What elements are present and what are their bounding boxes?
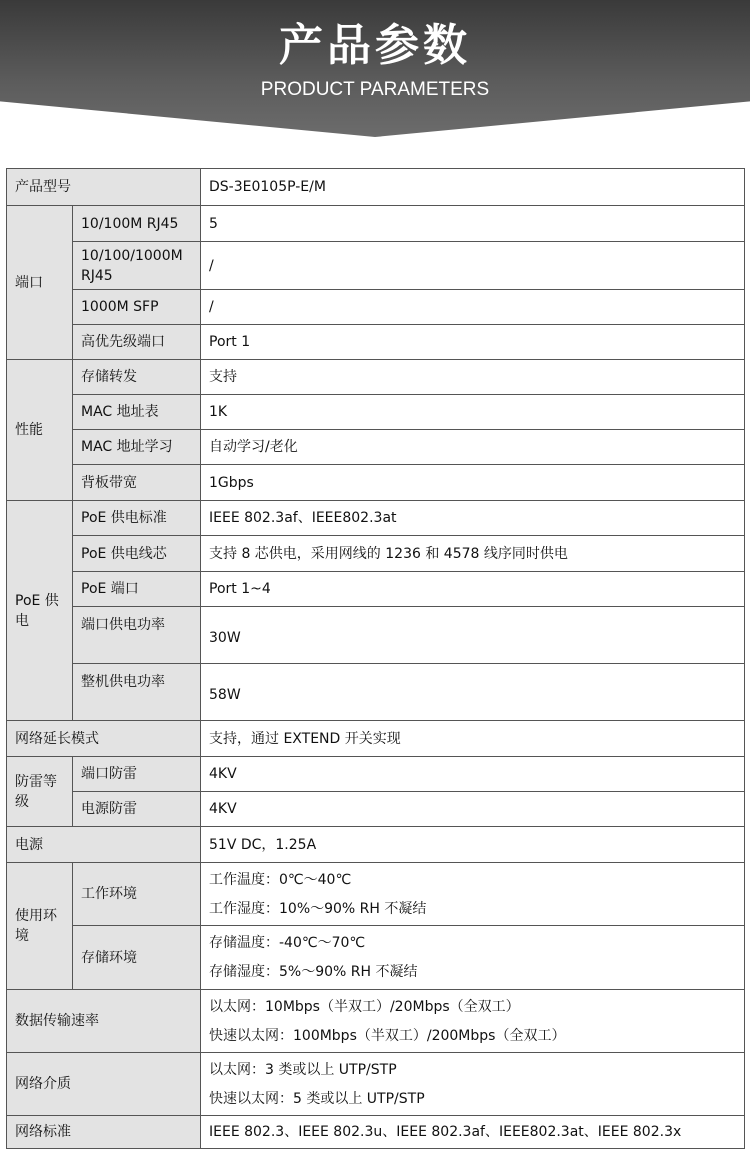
- row-value-working-env: [201, 863, 745, 926]
- row-label-standard: 网络标准: [7, 1116, 201, 1149]
- row-label: PoE 端口: [73, 572, 201, 607]
- table-row: [7, 1116, 745, 1149]
- table-row: [7, 325, 745, 360]
- table-row: [7, 572, 745, 607]
- row-label: 1000M SFP: [73, 290, 201, 325]
- row-value: 1Gbps: [201, 465, 745, 501]
- row-value-rate: [201, 990, 745, 1053]
- row-label: 电源防雷: [73, 792, 201, 827]
- row-label: 10/100/1000M RJ45: [73, 242, 201, 290]
- row-value: 1K: [201, 395, 745, 430]
- row-label-extend: 网络延长模式: [7, 721, 201, 757]
- row-value: 支持 8 芯供电，采用网线的 1236 和 4578 线序同时供电: [201, 536, 745, 572]
- table-row: [7, 242, 745, 290]
- table-row: [7, 290, 745, 325]
- page-title: 产品参数: [279, 20, 471, 71]
- row-label-storage-env: 存储环境: [73, 926, 201, 990]
- row-value: 4KV: [201, 792, 745, 827]
- media-line: 以太网：3 类或以上 UTP/STP: [209, 1061, 397, 1078]
- rate-line: 快速以太网：100Mbps（半双工）/200Mbps（全双工）: [209, 1027, 566, 1044]
- row-value-storage-env: [201, 926, 745, 990]
- group-label-poe: PoE 供电: [7, 501, 73, 721]
- media-line: 快速以太网：5 类或以上 UTP/STP: [209, 1090, 425, 1107]
- table-row: [7, 169, 745, 206]
- storage-temperature: 存储温度：-40℃～70℃: [209, 935, 366, 951]
- row-label: 整机供电功率: [73, 664, 201, 721]
- table-row: [7, 664, 745, 721]
- table-row: [7, 926, 745, 990]
- row-label: PoE 供电标准: [73, 501, 201, 536]
- table-row: [7, 395, 745, 430]
- row-label-model: 产品型号: [7, 169, 201, 206]
- row-label: 端口防雷: [73, 757, 201, 792]
- row-value: IEEE 802.3af、IEEE802.3at: [201, 501, 745, 536]
- row-value: 4KV: [201, 757, 745, 792]
- working-humidity: 工作湿度：10%～90% RH 不凝结: [209, 900, 427, 917]
- table-row: [7, 501, 745, 536]
- table-row: [7, 465, 745, 501]
- table-row: [7, 607, 745, 664]
- row-value-media: [201, 1053, 745, 1116]
- table-row: [7, 757, 745, 792]
- parameters-table: [6, 168, 745, 1149]
- row-value: /: [201, 242, 745, 290]
- table-row: [7, 792, 745, 827]
- row-value: /: [201, 290, 745, 325]
- table-row: [7, 206, 745, 242]
- working-temperature: 工作温度：0℃～40℃: [209, 871, 352, 888]
- table-row: [7, 863, 745, 926]
- row-value: 30W: [201, 607, 745, 664]
- row-value: Port 1~4: [201, 572, 745, 607]
- table-row: [7, 827, 745, 863]
- row-label: MAC 地址表: [73, 395, 201, 430]
- row-value: 自动学习/老化: [201, 430, 745, 465]
- row-value-extend: 支持，通过 EXTEND 开关实现: [201, 721, 745, 757]
- row-label: MAC 地址学习: [73, 430, 201, 465]
- storage-humidity: 存储湿度：5%～90% RH 不凝结: [209, 964, 418, 980]
- group-label-environment: 使用环境: [7, 863, 73, 990]
- row-value-standard: IEEE 802.3、IEEE 802.3u、IEEE 802.3af、IEEE802.3at、IEEE 802.3x: [201, 1116, 745, 1149]
- table-row: [7, 721, 745, 757]
- row-value: 支持: [201, 360, 745, 395]
- table-row: [7, 360, 745, 395]
- row-label: 端口供电功率: [73, 607, 201, 664]
- table-row: [7, 430, 745, 465]
- row-label-rate: 数据传输速率: [7, 990, 201, 1053]
- row-label: 背板带宽: [73, 465, 201, 501]
- group-label-performance: 性能: [7, 360, 73, 501]
- table-row: [7, 990, 745, 1053]
- table-row: [7, 1053, 745, 1116]
- row-label-working-env: 工作环境: [73, 863, 201, 926]
- row-value: Port 1: [201, 325, 745, 360]
- rate-line: 以太网：10Mbps（半双工）/20Mbps（全双工）: [209, 998, 520, 1015]
- row-value: 58W: [201, 664, 745, 721]
- row-label: 高优先级端口: [73, 325, 201, 360]
- table-row: [7, 536, 745, 572]
- group-label-lightning: 防雷等级: [7, 757, 73, 827]
- row-label: PoE 供电线芯: [73, 536, 201, 572]
- row-value-model: DS-3E0105P-E/M: [201, 169, 745, 206]
- row-label: 10/100M RJ45: [73, 206, 201, 242]
- row-value: 5: [201, 206, 745, 242]
- row-label-media: 网络介质: [7, 1053, 201, 1116]
- page-subtitle: PRODUCT PARAMETERS: [260, 79, 490, 100]
- row-value-power: 51V DC，1.25A: [201, 827, 745, 863]
- group-label-port: 端口: [7, 206, 73, 360]
- row-label: 存储转发: [73, 360, 201, 395]
- row-label-power: 电源: [7, 827, 201, 863]
